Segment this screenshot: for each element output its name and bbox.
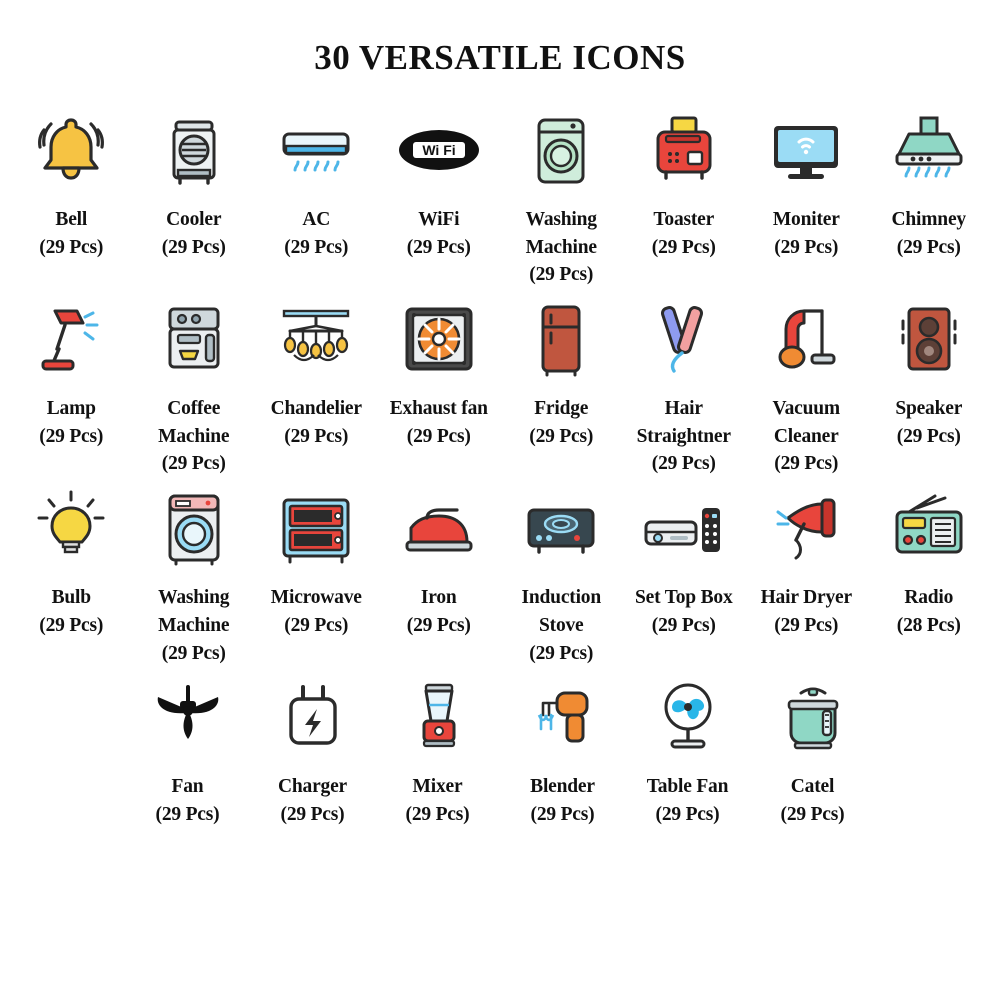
- table-fan-icon: [636, 667, 740, 771]
- icon-label: Catel: [790, 776, 835, 798]
- speaker-icon: [877, 289, 981, 393]
- icon-caption: [892, 206, 966, 261]
- icon-count: (29 Pcs): [774, 453, 839, 475]
- icon-label: Iron: [420, 587, 457, 609]
- icon-caption: [530, 773, 595, 828]
- icon-caption: [133, 584, 256, 667]
- lamp-icon: [19, 289, 123, 393]
- icon-caption: [500, 584, 623, 667]
- icon-count: (29 Pcs): [651, 236, 716, 258]
- icon-count: (29 Pcs): [774, 614, 839, 636]
- icon-count: (29 Pcs): [896, 425, 961, 447]
- icon-count: (29 Pcs): [155, 803, 220, 825]
- icon-count: (29 Pcs): [406, 614, 471, 636]
- icon-caption: [406, 773, 470, 828]
- set-top-box-icon: [632, 478, 736, 582]
- icon-cell-radio[interactable]: [868, 478, 991, 639]
- icon-caption: [529, 395, 593, 450]
- exhaust-fan-icon: [387, 289, 491, 393]
- kettle-icon: [761, 667, 865, 771]
- icon-caption: [407, 206, 471, 261]
- icon-cell-washing-machine[interactable]: [500, 100, 623, 289]
- icon-cell-microwave[interactable]: [255, 478, 378, 639]
- icon-cell-wifi[interactable]: [378, 100, 501, 261]
- icon-label: Washing Machine: [158, 587, 230, 636]
- icon-count: (29 Pcs): [280, 803, 345, 825]
- icon-count: (29 Pcs): [39, 614, 104, 636]
- icon-label: Lamp: [46, 398, 96, 420]
- icon-label: Mixer: [412, 776, 463, 798]
- hair-dryer-icon: [754, 478, 858, 582]
- icon-cell-chimney[interactable]: [868, 100, 991, 261]
- icon-cell-hair-straightener[interactable]: [623, 289, 746, 478]
- icon-caption: [773, 206, 840, 261]
- page-title: 30 VERSATILE ICONS: [314, 38, 686, 77]
- icon-count: (29 Pcs): [284, 614, 349, 636]
- icon-cell-table-fan[interactable]: [625, 667, 750, 828]
- icon-count: (28 Pcs): [896, 614, 961, 636]
- icon-count: (29 Pcs): [406, 236, 471, 258]
- icon-cell-mixer[interactable]: [375, 667, 500, 828]
- icon-cell-charger[interactable]: [250, 667, 375, 828]
- icon-cell-bell[interactable]: [10, 100, 133, 261]
- icon-caption: [652, 206, 716, 261]
- icon-cell-fridge[interactable]: [500, 289, 623, 450]
- icon-caption: [623, 395, 746, 478]
- icon-label: Radio: [904, 587, 954, 609]
- icon-cell-induction-stove[interactable]: [500, 478, 623, 667]
- icon-caption: [897, 584, 961, 639]
- icon-cell-cooler[interactable]: [133, 100, 256, 261]
- icon-cell-exhaust-fan[interactable]: [378, 289, 501, 450]
- icon-caption: [271, 584, 362, 639]
- icon-count: (29 Pcs): [896, 236, 961, 258]
- icon-caption: [39, 395, 103, 450]
- icon-caption: [271, 395, 362, 450]
- induction-stove-icon: [509, 478, 613, 582]
- icon-cell-toaster[interactable]: [623, 100, 746, 261]
- icon-grid: [0, 78, 1000, 829]
- icon-count: (29 Pcs): [529, 264, 594, 286]
- icon-cell-catel[interactable]: [750, 667, 875, 828]
- icon-label: Fan: [171, 776, 204, 798]
- icon-label: Chimney: [891, 209, 966, 230]
- icon-count: (29 Pcs): [655, 803, 720, 825]
- icon-row: [10, 289, 990, 478]
- icon-label: Toaster: [653, 209, 715, 230]
- icon-label: Exhaust fan: [389, 398, 488, 420]
- icon-caption: [162, 206, 226, 261]
- icon-count: (29 Pcs): [405, 803, 470, 825]
- icon-cell-fan[interactable]: [125, 667, 250, 828]
- icon-count: (29 Pcs): [284, 425, 349, 447]
- icon-caption: [745, 395, 868, 478]
- icon-label: Induction Stove: [521, 587, 601, 636]
- icon-label: Fridge: [534, 398, 589, 420]
- icon-caption: [781, 773, 845, 828]
- icon-label: Set Top Box: [634, 587, 733, 609]
- icon-caption: [500, 206, 623, 289]
- mixer-icon: [386, 667, 490, 771]
- icon-count: (29 Pcs): [651, 614, 716, 636]
- icon-count: (29 Pcs): [651, 453, 716, 475]
- toaster-icon: [632, 100, 736, 204]
- icon-count: (29 Pcs): [774, 236, 839, 258]
- svg-text:Wi Fi: Wi Fi: [422, 142, 456, 158]
- icon-cell-blender[interactable]: [500, 667, 625, 828]
- icon-row: [10, 100, 990, 289]
- icon-cell-ac[interactable]: [255, 100, 378, 261]
- ceiling-fan-icon: [136, 667, 240, 771]
- icon-cell-washing-machine-front-load[interactable]: [133, 478, 256, 667]
- icon-cell-bulb[interactable]: [10, 478, 133, 639]
- icon-label: Microwave: [270, 587, 362, 609]
- icon-count: (29 Pcs): [161, 642, 226, 664]
- cooler-icon: [142, 100, 246, 204]
- icon-caption: [647, 773, 728, 828]
- chandelier-icon: [264, 289, 368, 393]
- icon-count: (29 Pcs): [529, 642, 594, 664]
- icon-cell-hair-dryer[interactable]: [745, 478, 868, 639]
- icon-row: [10, 478, 990, 667]
- icon-count: (29 Pcs): [529, 425, 594, 447]
- icon-label: WiFi: [418, 209, 460, 230]
- icon-label: AC: [302, 209, 331, 230]
- icon-caption: [39, 206, 103, 261]
- icon-caption: [407, 584, 471, 639]
- icon-caption: [39, 584, 103, 639]
- icon-label: Bell: [55, 209, 88, 230]
- ac-icon: [264, 100, 368, 204]
- icon-label: Table Fan: [646, 776, 729, 798]
- icon-count: (29 Pcs): [161, 453, 226, 475]
- icon-label: Cooler: [166, 209, 222, 230]
- icon-caption: [133, 395, 256, 478]
- icon-row: [10, 667, 990, 828]
- icon-count: (29 Pcs): [284, 236, 349, 258]
- icon-count: (29 Pcs): [161, 236, 226, 258]
- icon-count: (29 Pcs): [39, 236, 104, 258]
- icon-cell-vacuum-cleaner[interactable]: [745, 289, 868, 478]
- icon-cell-coffee-machine[interactable]: [133, 289, 256, 478]
- icon-label: Vacuum Cleaner: [772, 398, 840, 447]
- washing-machine-icon: [509, 100, 613, 204]
- icon-cell-lamp[interactable]: [10, 289, 133, 450]
- icon-cell-iron[interactable]: [378, 478, 501, 639]
- coffee-machine-icon: [142, 289, 246, 393]
- icon-cell-chandelier[interactable]: [255, 289, 378, 450]
- iron-icon: [387, 478, 491, 582]
- icon-count: (29 Pcs): [406, 425, 471, 447]
- icon-label: Chandelier: [270, 398, 362, 420]
- icon-label: Hair Straightner: [636, 398, 731, 447]
- microwave-icon: [264, 478, 368, 582]
- icon-label: Hair Dryer: [760, 587, 852, 609]
- icon-caption: [156, 773, 220, 828]
- bulb-icon: [19, 478, 123, 582]
- icon-cell-set-top-box[interactable]: [623, 478, 746, 639]
- icon-label: Moniter: [772, 209, 840, 230]
- icon-caption: [278, 773, 347, 828]
- charger-icon: [261, 667, 365, 771]
- icon-caption: [761, 584, 852, 639]
- icon-label: Coffee Machine: [158, 398, 230, 447]
- icon-cell-monitor[interactable]: [745, 100, 868, 261]
- icon-count: (29 Pcs): [39, 425, 104, 447]
- wifi-icon: [387, 100, 491, 204]
- icon-label: Charger: [278, 776, 347, 798]
- blender-icon: [511, 667, 615, 771]
- icon-label: Blender: [530, 776, 595, 798]
- washing-machine-front-load-icon: [142, 478, 246, 582]
- vacuum-cleaner-icon: [754, 289, 858, 393]
- icon-cell-speaker[interactable]: [868, 289, 991, 450]
- bell-icon: [19, 100, 123, 204]
- icon-caption: [895, 395, 962, 450]
- hair-straightener-icon: [632, 289, 736, 393]
- icon-caption: [635, 584, 733, 639]
- icon-label: Speaker: [895, 398, 963, 420]
- fridge-icon: [509, 289, 613, 393]
- icon-caption: [284, 206, 348, 261]
- monitor-icon: [754, 100, 858, 204]
- icon-label: Bulb: [51, 587, 91, 609]
- icon-label: Washing Machine: [525, 209, 597, 258]
- icon-count: (29 Pcs): [780, 803, 845, 825]
- icon-caption: [390, 395, 488, 450]
- icon-count: (29 Pcs): [530, 803, 595, 825]
- radio-icon: [877, 478, 981, 582]
- chimney-icon: [877, 100, 981, 204]
